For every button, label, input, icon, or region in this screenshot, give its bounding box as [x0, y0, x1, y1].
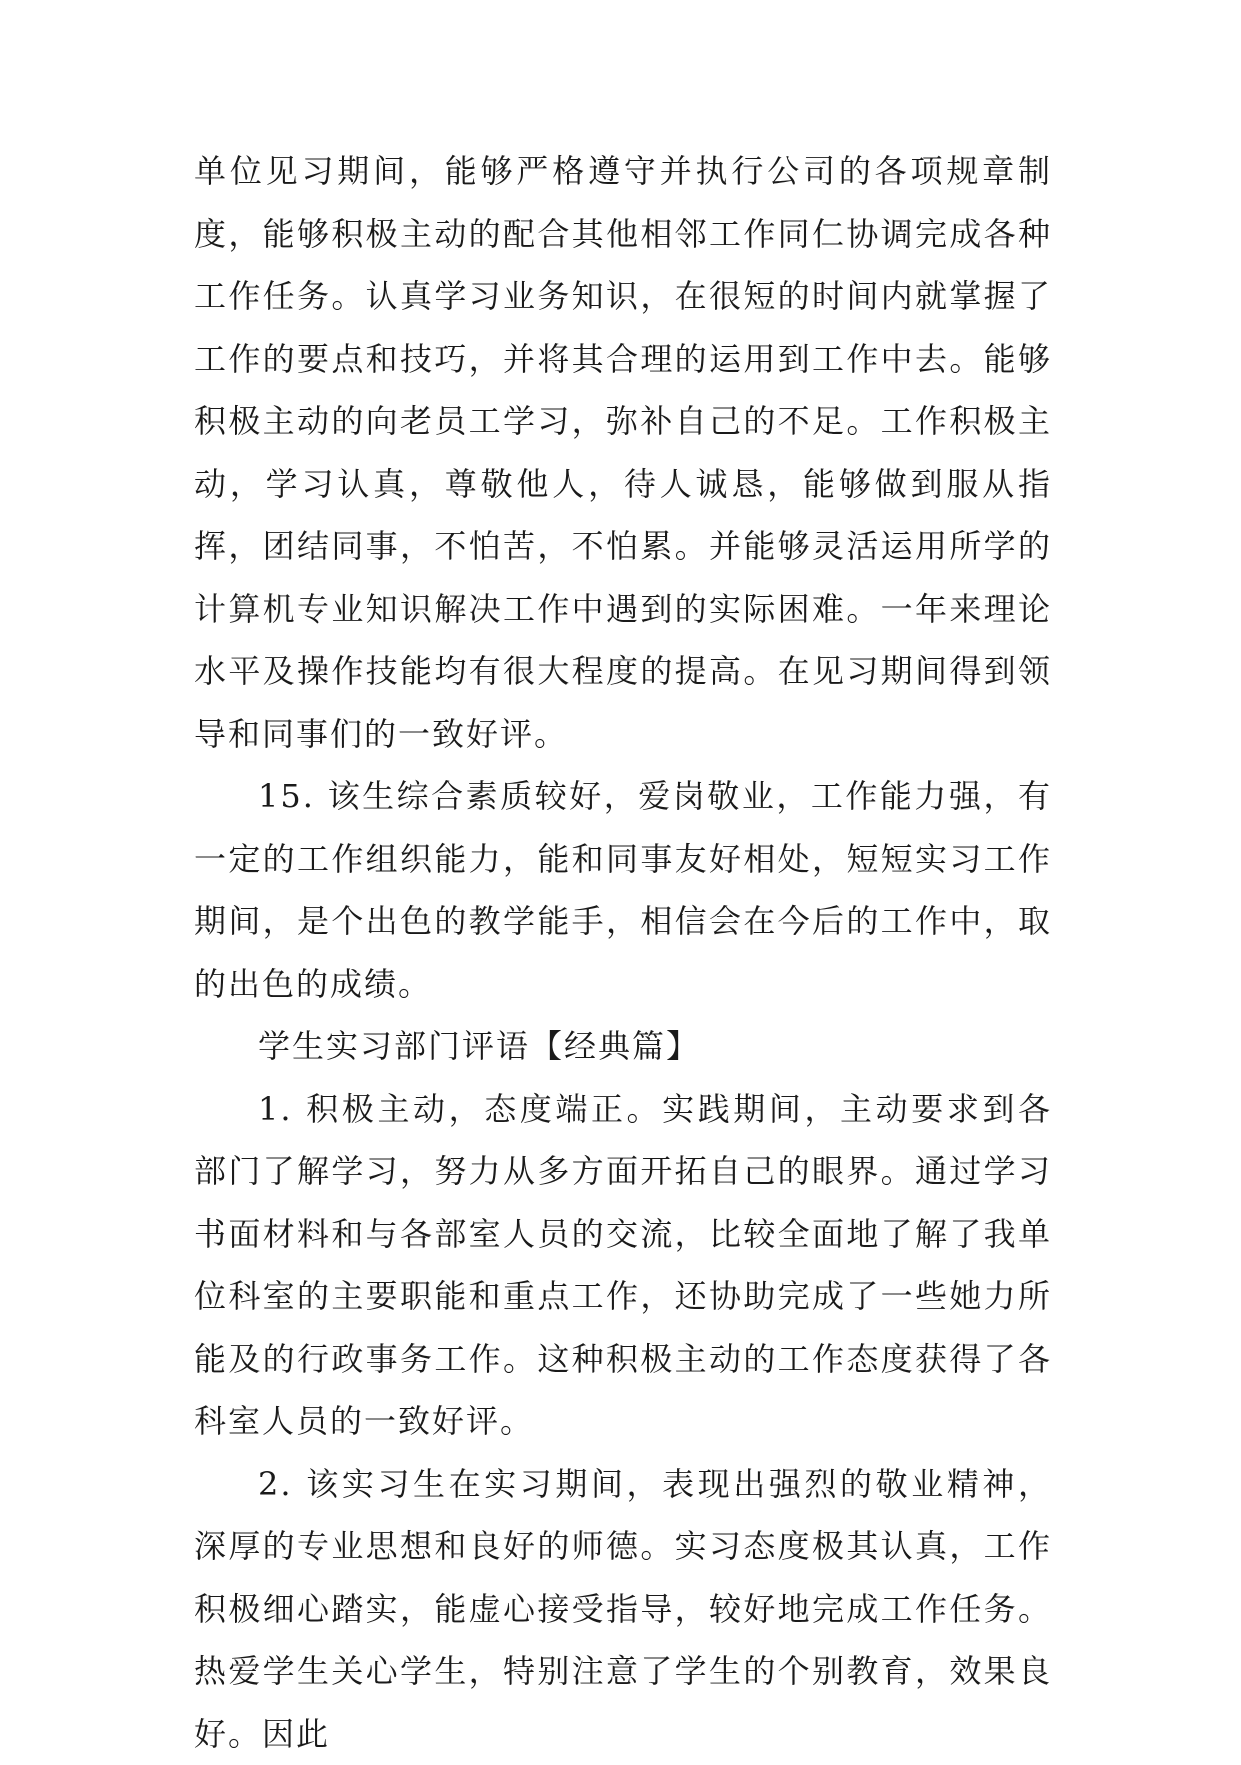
paragraph-item-1: 1. 积极主动，态度端正。实践期间，主动要求到各部门了解学习，努力从多方面开拓自己的眼界。通过学习书面材料和与各部室人员的交流，比较全面地了解了我单位科室的主要职能和重点工作，还协助完成了一些她力所能及的行政事务工作。这种积极主动的工作态度获得了各科室人员的一致好评。 [194, 1078, 1052, 1453]
paragraph-item-2: 2. 该实习生在实习期间，表现出强烈的敬业精神，深厚的专业思想和良好的师德。实习态度极其认真，工作积极细心踏实，能虚心接受指导，较好地完成工作任务。热爱学生关心学生，特别注意了学生的个别教育，效果良好。因此 [194, 1453, 1052, 1765]
section-heading: 学生实习部门评语【经典篇】 [194, 1015, 1052, 1078]
paragraph-item-15: 15. 该生综合素质较好，爱岗敬业，工作能力强，有一定的工作组织能力，能和同事友好相处，短短实习工作期间，是个出色的教学能手，相信会在今后的工作中，取的出色的成绩。 [194, 765, 1052, 1015]
paragraph-continuation: 单位见习期间，能够严格遵守并执行公司的各项规章制度，能够积极主动的配合其他相邻工作同仁协调完成各种工作任务。认真学习业务知识，在很短的时间内就掌握了工作的要点和技巧，并将其合理的运用到工作中去。能够积极主动的向老员工学习，弥补自己的不足。工作积极主动，学习认真，尊敬他人，待人诚恳，能够做到服从指挥，团结同事，不怕苦，不怕累。并能够灵活运用所学的计算机专业知识解决工作中遇到的实际困难。一年来理论水平及操作技能均有很大程度的提高。在见习期间得到领导和同事们的一致好评。 [194, 140, 1052, 765]
